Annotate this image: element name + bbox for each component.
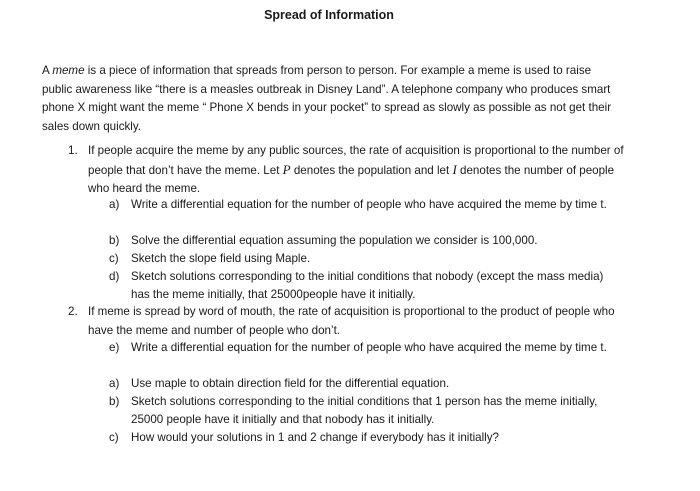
question-1-part-b	[109, 232, 621, 250]
question-1	[68, 142, 636, 199]
intro-meme-word: meme	[52, 64, 85, 77]
part-text: Write a differential equation for the number of people who have acquired the meme by time t.	[131, 198, 607, 211]
part-label: b)	[109, 395, 120, 408]
var-i: I	[452, 161, 457, 177]
part-text: Sketch solutions corresponding to the initial conditions that 1 person has the meme initially, 25000 people have it initially and that nobody has it initially.	[131, 395, 598, 426]
part-label: c)	[109, 431, 119, 444]
question-2-text: If meme is spread by word of mouth, the rate of acquisition is proportional to the product of people who have the meme and number of people who don’t.	[88, 305, 615, 337]
var-p: P	[282, 161, 291, 177]
question-2-part-b	[109, 393, 606, 429]
question-1-text-a: If people acquire the meme by any public sources, the rate of acquisition is proportional to the number of people that don’t have the meme. Let	[88, 144, 624, 177]
question-2	[68, 303, 628, 340]
question-2-part-e	[109, 339, 621, 357]
page-title: Spread of Information	[264, 8, 394, 22]
question-2-number: 2.	[68, 305, 78, 318]
intro-text: is a piece of information that spreads from person to person. For example a meme is used to raise public awareness like “there is a measles outbreak in Disney Land”. A telephone company who produces smart phone X might want the meme “ Phone X bends in your pocket” to spread as slowly as possible as not get their sales down quickly.	[42, 64, 612, 133]
part-text: Sketch solutions corresponding to the initial conditions that nobody (except the mass media) has the meme initially, that 25000people have it initially.	[131, 270, 604, 301]
part-label: d)	[109, 270, 120, 283]
question-1-number: 1.	[68, 144, 78, 157]
question-2-part-a	[109, 375, 621, 393]
part-text: Sketch the slope field using Maple.	[131, 252, 311, 265]
question-1-part-c	[109, 250, 621, 268]
question-2-part-c	[109, 429, 621, 447]
part-text: Write a differential equation for the number of people who have acquired the meme by time t.	[131, 341, 607, 354]
question-1-part-a	[109, 196, 621, 214]
question-1-text-b: denotes the population and let	[293, 163, 450, 177]
part-label: a)	[109, 377, 120, 390]
part-label: b)	[109, 234, 120, 247]
part-label: e)	[109, 341, 120, 354]
part-text: How would your solutions in 1 and 2 change if everybody has it initially?	[131, 431, 499, 444]
part-label: c)	[109, 252, 119, 265]
part-text: Solve the differential equation assuming the population we consider is 100,000.	[131, 234, 538, 247]
part-text: Use maple to obtain direction field for the differential equation.	[131, 377, 450, 390]
intro-paragraph	[42, 62, 622, 136]
intro-lead: A	[42, 64, 50, 77]
part-label: a)	[109, 198, 120, 211]
question-1-part-d	[109, 268, 621, 304]
question-1-text-c: denotes the number of people who heard the meme.	[88, 163, 615, 195]
